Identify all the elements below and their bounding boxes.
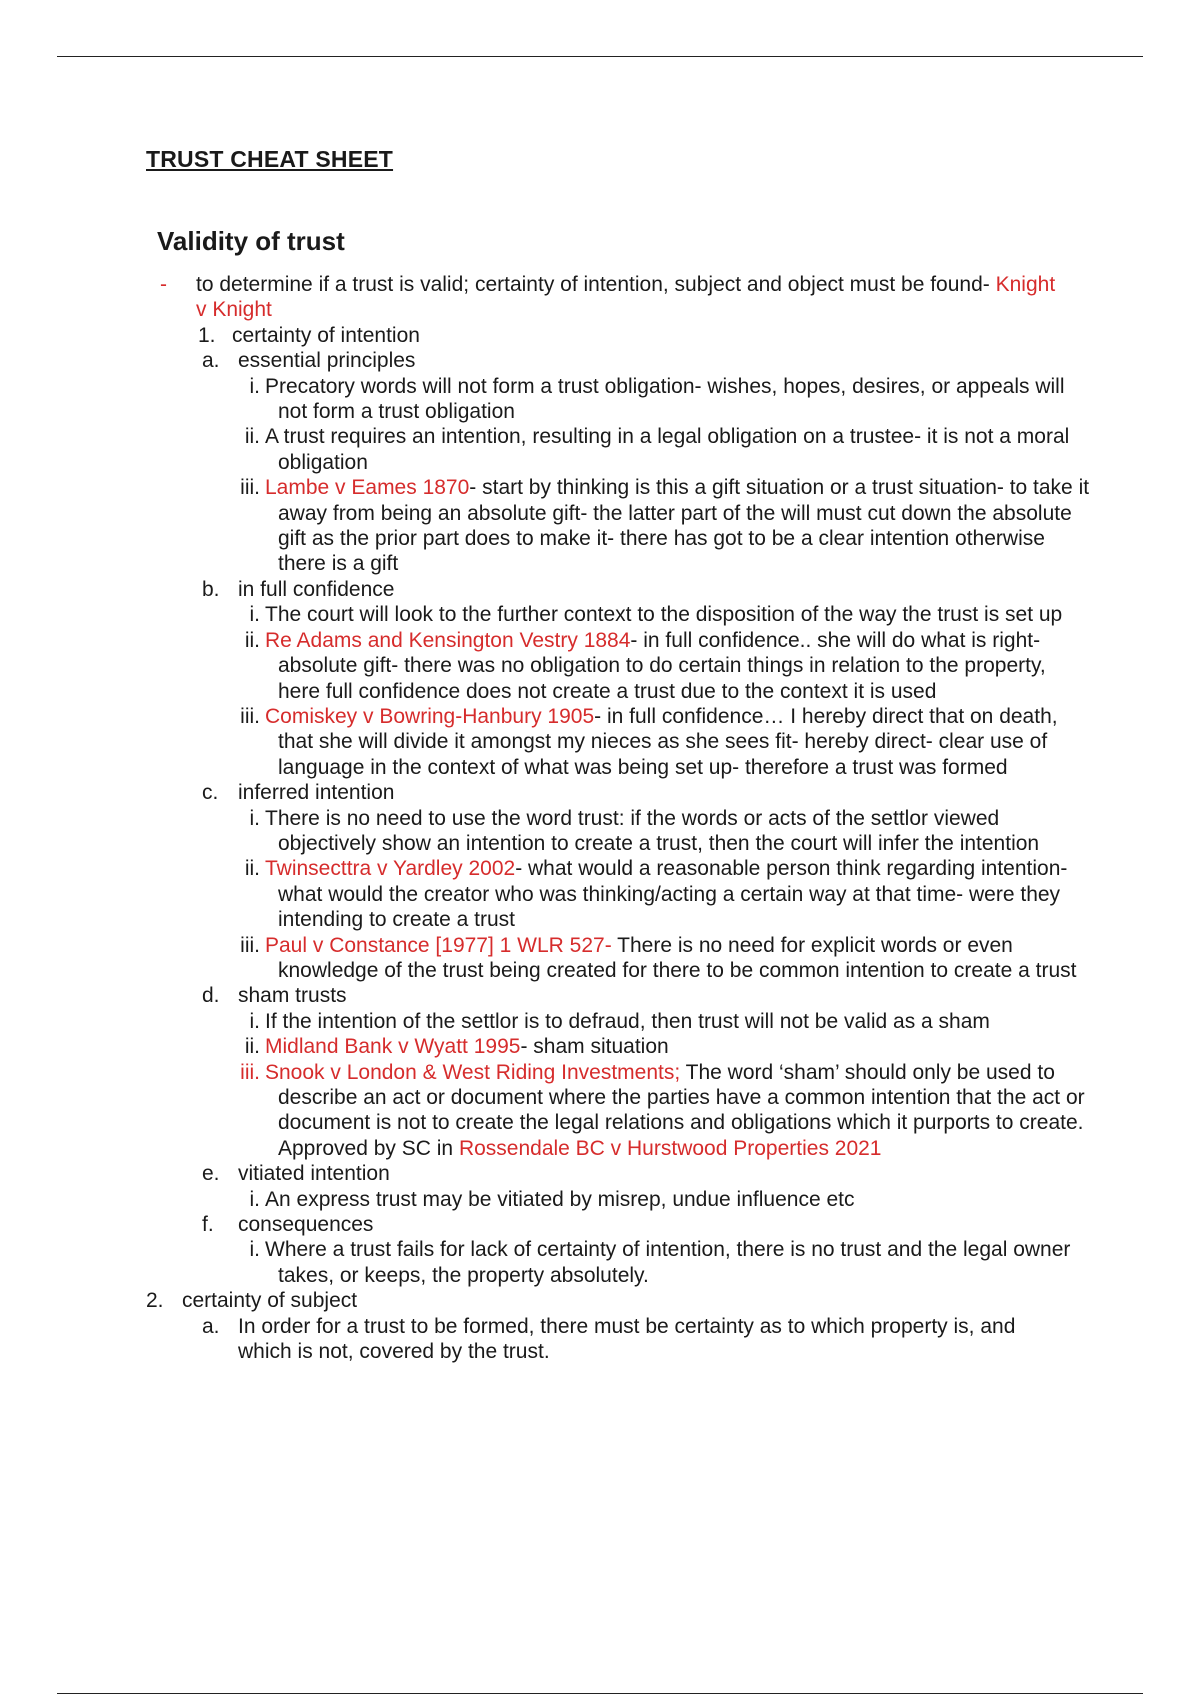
list-label: essential principles [238, 349, 416, 373]
list-marker: f. [202, 1213, 214, 1237]
list-marker: d. [202, 984, 220, 1008]
list-item-1d-i [0, 1009, 1200, 1034]
list-item-1a-i [0, 374, 1200, 425]
case-citation: Midland Bank v Wyatt 1995 [265, 1035, 521, 1059]
list-label: inferred intention [238, 781, 395, 805]
list-item-1b-ii [0, 628, 1200, 704]
list-marker: i. [249, 806, 260, 830]
list-item-1c-i [0, 806, 1200, 857]
list-text: The court will look to the further context to the disposition of the way the trust is set up [265, 603, 1063, 627]
list-marker: i. [249, 1238, 260, 1262]
list-marker: i. [249, 1187, 260, 1211]
list-text: A trust requires an intention, resulting in a legal obligation on a trustee- it is not a moral obligation [265, 425, 1070, 474]
list-marker: c. [202, 781, 219, 805]
list-marker: i. [249, 374, 260, 398]
list-marker: ii. [244, 1035, 260, 1059]
list-item-1b-iii [0, 704, 1200, 780]
list-item-1a [0, 348, 1200, 373]
bullet-marker: - [160, 273, 167, 296]
list-label: in full confidence [238, 577, 395, 601]
list-item-1c-iii [0, 933, 1200, 984]
list-label: sham trusts [238, 984, 347, 1008]
list-text: - sham situation [520, 1035, 669, 1059]
list-item-1c-ii [0, 856, 1200, 932]
list-text: - in full confidence… I hereby direct that on death, that she will divide it amongst my nieces as she sees fit- hereby direct- clear use of language in the context of what was being set up- therefore a trust was formed [278, 704, 1058, 779]
list-item-1d-iii [0, 1060, 1200, 1162]
list-text: - start by thinking is this a gift situation or a trust situation- to take it away from being an absolute gift- the latter part of the will must cut down the absolute gift as the prior part does to make it- there has got to be a clear intention otherwise there is a gift [278, 476, 1090, 576]
list-marker: iii. [240, 933, 260, 957]
list-marker: 2. [146, 1289, 164, 1313]
list-item-1f-i [0, 1237, 1200, 1288]
list-text: In order for a trust to be formed, there must be certainty as to which property is, and which is not, covered by the trust. [238, 1314, 1016, 1364]
list-item-1f [0, 1212, 1200, 1237]
list-marker: 1. [198, 323, 216, 347]
list-text: An express trust may be vitiated by misrep, undue influence etc [265, 1187, 855, 1211]
list-text: There is no need to use the word trust: if the words or acts of the settlor viewed objectively show an intention to create a trust, then the court will infer the intention [265, 806, 1040, 855]
list-label: certainty of intention [232, 323, 420, 347]
list-text: There is no need for explicit words or even knowledge of the trust being created for there to be common intention to create a trust [278, 933, 1077, 982]
list-marker: i. [249, 1009, 260, 1033]
list-item-2a [0, 1314, 1200, 1365]
list-marker: ii. [244, 857, 260, 881]
list-label: vitiated intention [238, 1162, 390, 1186]
list-label: consequences [238, 1213, 374, 1237]
list-item-2 [0, 1288, 1200, 1313]
case-citation: Lambe v Eames 1870 [265, 476, 470, 500]
list-item-1a-ii [0, 424, 1200, 475]
list-item-1 [0, 323, 1200, 348]
list-marker: iii. [240, 704, 260, 728]
list-text: - in full confidence.. she will do what is right- absolute gift- there was no obligation to do certain things in relation to the property, here full confidence does not create a trust due to the context it is used [278, 628, 1046, 703]
case-citation: Twinsecttra v Yardley 2002 [265, 857, 516, 881]
list-item-1d-ii [0, 1034, 1200, 1059]
list-marker: e. [202, 1162, 220, 1186]
list-item-1d [0, 983, 1200, 1008]
intro-bullet [0, 272, 1200, 323]
list-marker: b. [202, 577, 220, 601]
list-marker: iii. [240, 476, 260, 500]
list-item-1c [0, 780, 1200, 805]
list-item-1b-i [0, 602, 1200, 627]
list-text: Precatory words will not form a trust obligation- wishes, hopes, desires, or appeals will not form a trust obligation [265, 374, 1065, 424]
list-text: - what would a reasonable person think regarding intention- what would the creator who was thinking/acting a certain way at that time- were they intending to create a trust [278, 857, 1068, 932]
list-marker: ii. [244, 425, 260, 449]
case-citation: Comiskey v Bowring-Hanbury 1905 [265, 704, 595, 728]
list-marker: a. [202, 1314, 220, 1338]
bottom-rule [57, 1693, 1143, 1694]
document-title: TRUST CHEAT SHEET [146, 146, 394, 172]
top-rule [57, 56, 1143, 57]
list-text: If the intention of the settlor is to defraud, then trust will not be valid as a sham [265, 1009, 990, 1033]
case-citation: Rossendale BC v Hurstwood Properties 2021 [458, 1136, 882, 1160]
list-text: The word ‘sham’ should only be used to describe an act or document where the parties have a common intention that the act or document is not to create the legal relations and obligations which it purports to create. Approved by SC in [278, 1060, 1085, 1160]
case-citation: Paul v Constance [1977] 1 WLR 527- [265, 933, 612, 957]
list-marker: iii. [240, 1060, 260, 1084]
case-citation: Snook v London & West Riding Investments; [265, 1060, 681, 1084]
list-marker: a. [202, 349, 220, 373]
case-citation: Re Adams and Kensington Vestry 1884 [265, 628, 631, 652]
document-body [0, 272, 1200, 1364]
case-citation: Knight v Knight [196, 273, 1056, 322]
list-item-1e [0, 1161, 1200, 1186]
list-label: certainty of subject [182, 1289, 358, 1313]
list-item-1b [0, 577, 1200, 602]
list-marker: i. [249, 603, 260, 627]
section-heading: Validity of trust [157, 226, 345, 256]
list-item-1a-iii [0, 475, 1200, 577]
intro-text: to determine if a trust is valid; certainty of intention, subject and object must be found- [196, 273, 990, 296]
list-text: Where a trust fails for lack of certainty of intention, there is no trust and the legal owner takes, or keeps, the property absolutely. [265, 1238, 1071, 1287]
list-item-1e-i [0, 1187, 1200, 1212]
list-marker: ii. [244, 628, 260, 652]
